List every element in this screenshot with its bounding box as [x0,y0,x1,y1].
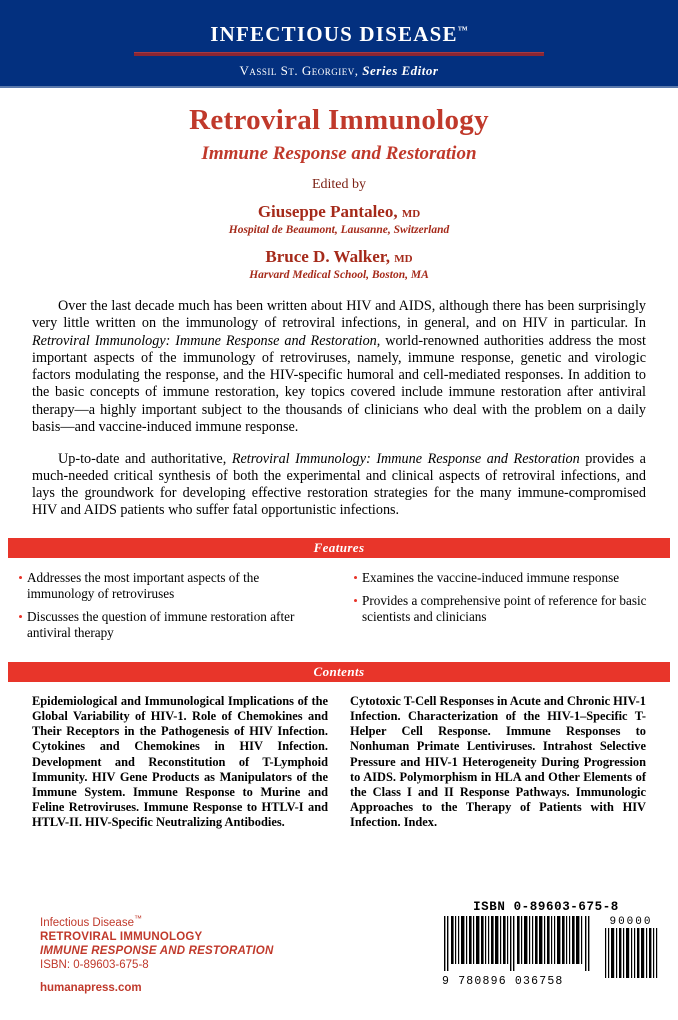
contents-columns [32,694,646,831]
description-paragraph-1 [32,298,646,436]
feature-text: Provides a comprehensive point of reference for basic scientists and clinicians [362,592,647,624]
bullet-icon: • [18,608,23,624]
editor-entry-1 [0,202,678,236]
series-title [0,22,678,47]
series-banner [0,0,678,88]
description-block [32,298,646,520]
para1-italic-title: Retroviral Immunology: Immune Response and Restoration [32,332,377,349]
editor-entry-2 [0,247,678,281]
footer-trademark-symbol: ™ [133,914,142,923]
series-editor-line [0,63,678,79]
book-subtitle: Immune Response and Restoration [201,143,477,164]
features-right-column [349,570,664,648]
bullet-icon: • [353,569,358,585]
features-heading-bar: Features [8,538,670,558]
contents-left-column: Epidemiological and Immunological Implications of the Global Variability of HIV-1. Role of Chemokines and Their Receptors in the Pathogenesis of HIV Infection. Cytokines and Chemokines in HIV Infection. Development and Reconstitution of T-Lymphoid Immunity. HIV Gene Products as Manipulators of the Immune System. Immune Response to Murine and Feline Retroviruses. Immune Response to HTLV-I and HTLV-II. HIV-Specific Neutralizing Antibodies. [32,693,328,830]
contents-section [0,662,678,831]
para2-part2: provides a much-needed critical synthesis of both the experimental and clinical aspects of retroviral infections, and lays the groundwork for developing effective restoration strategies for the many immune-compromised HIV and AIDS patients who suffer fatal opportunistic infections. [32,450,646,519]
para1-part1: Over the last decade much has been written about HIV and AIDS, although there has been surprisingly very little written on the immunology of retroviral infections, in general, and on HIV in particular. In [32,298,646,332]
feature-item [349,593,664,625]
publisher-website[interactable]: humanapress.com [40,981,142,994]
para1-part2: , world-renowned authorities address the most important aspects of the immunology of retroviruses, namely, immune response, genetic and virologic factors modulating the response, and the HIV-specific humoral and cell-mediated responses. In addition to the basic concepts of immune restoration, key topics covered include immune restoration after antiviral therapy—a highly important subject to the thousands of clinicians who deal with the problem on a daily basis—and vaccine-induced immune response. [32,332,646,436]
banner-bottom-edge [0,86,678,88]
footer-series-line [40,912,273,930]
description-paragraph-2 [32,451,646,520]
contents-heading-bar: Contents [8,662,670,682]
feature-item [14,609,329,641]
feature-item [349,570,664,586]
feature-text: Discusses the question of immune restoration after antiviral therapy [27,608,295,640]
barcode-addon-digits: 90000 [609,916,653,928]
editor-2-name: Bruce D. Walker, [265,247,391,266]
features-section [0,538,678,648]
editor-2-name-line [0,247,678,267]
para2-part1: Up-to-date and authoritative, [58,450,232,467]
footer-book-subtitle: IMMUNE RESPONSE AND RESTORATION [40,944,274,957]
trademark-symbol: ™ [457,25,468,36]
footer [0,900,678,1020]
feature-text: Examines the vaccine-induced immune response [362,569,620,585]
feature-text: Addresses the most important aspects of the immunology of retroviruses [27,569,260,601]
barcode-block [442,900,662,1010]
barcode-bars-row [442,916,662,988]
para2-italic-title: Retroviral Immunology: Immune Response and Restoration [231,450,580,467]
editor-2-degree: MD [394,253,413,265]
edited-by-label: Edited by [311,177,367,192]
addon-bars-svg [604,928,658,980]
series-editor-name: Vassil St. Georgiev, [239,63,359,78]
features-columns [14,570,664,648]
series-editor-role: Series Editor [362,63,439,78]
barcode-ean-digits: 9 780896 036758 [442,975,564,988]
barcode-isbn-ocr-text: ISBN 0-89603-675-8 [473,900,619,914]
editor-1-affiliation: Hospital de Beaumont, Lausanne, Switzerland [228,224,450,236]
editor-1-degree: MD [401,208,421,220]
publisher-info [40,912,273,995]
bullet-icon: • [353,592,358,608]
series-title-text: INFECTIOUS DISEASE [210,22,458,46]
title-block [0,88,678,281]
features-left-column [14,570,329,648]
editor-1-name-line [0,202,678,222]
ean13-bars-svg [442,916,594,974]
footer-book-title: RETROVIRAL IMMUNOLOGY [40,930,203,943]
ean13-barcode [442,916,594,988]
feature-item [14,570,329,602]
contents-right-column: Cytotoxic T-Cell Responses in Acute and Chronic HIV-1 Infection. Characterization of the HIV-1–Specific T-Helper Cell Response. Immune Responses to Nonhuman Primate Lentiviruses. Intrahost Selective Pressure and HIV-1 Heterogeneity During Progression to AIDS. Polymorphism in HLA and Other Elements of the Class I and II Response Pathways. Immunologic Approaches to the Therapy of Patients with HIV Infection. Index. [350,693,646,830]
editor-1-name: Giuseppe Pantaleo, [257,202,398,221]
footer-isbn: ISBN: 0-89603-675-8 [40,958,149,971]
barcode-addon [604,916,658,980]
footer-series-text: Infectious Disease [40,916,134,929]
bullet-icon: • [18,569,23,585]
editor-2-affiliation: Harvard Medical School, Boston, MA [249,269,429,281]
banner-divider-rule [134,52,544,56]
book-title: Retroviral Immunology [189,104,489,136]
